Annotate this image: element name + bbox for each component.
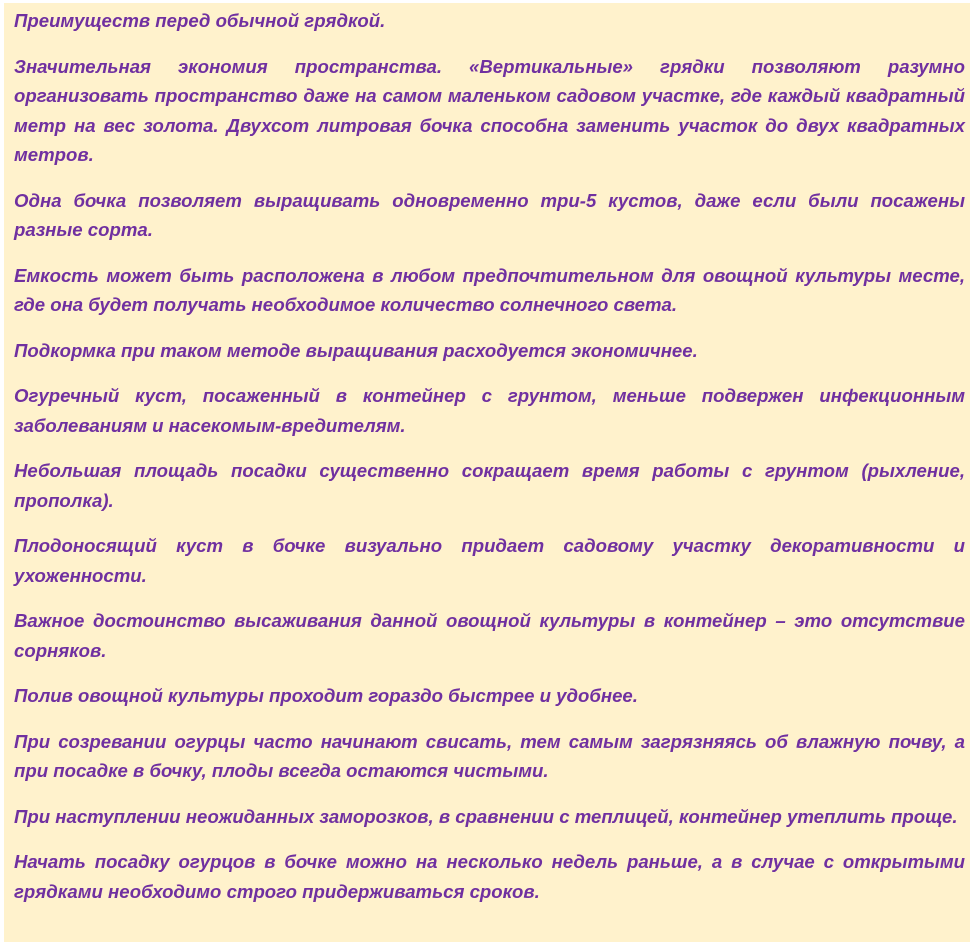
paragraph-less-soil-work: Небольшая площадь посадки существенно сокращает время работы с грунтом (рыхление, прополка). <box>14 460 965 511</box>
paragraph-early-planting: Начать посадку огурцов в бочке можно на несколько недель раньше, а в случае с открытыми грядками необходимо строго придерживаться сроков. <box>14 851 965 902</box>
paragraph-no-weeds: Важное достоинство высаживания данной овощной культуры в контейнер – это отсутствие сорняков. <box>14 610 965 661</box>
paragraph-decorative: Плодоносящий куст в бочке визуально придает садовому участку декоративности и ухоженности. <box>14 535 965 586</box>
document-heading: Преимуществ перед обычной грядкой. <box>14 10 386 31</box>
paragraph-multiple-bushes: Одна бочка позволяет выращивать одновременно три-5 кустов, даже если были посажены разные сорта. <box>14 189 965 240</box>
paragraph-feeding: Подкормка при таком методе выращивания расходуется экономичнее. <box>14 339 698 361</box>
document-page <box>4 3 970 942</box>
paragraph-placement: Емкость может быть расположена в любом предпочтительном для овощной культуры месте, где она будет получать необходимое количество солнечного света. <box>14 264 965 315</box>
paragraph-space-saving: Значительная экономия пространства. «Вертикальные» грядки позволяют разумно организовать пространство даже на самом маленьком садовом участке, где каждый квадратный метр на вес золота. Двухсот литровая бочка способна заменить участок до двух квадратных метров. <box>14 55 965 165</box>
paragraph-clean-fruit: При созревании огурцы часто начинают свисать, тем самым загрязняясь об влажную почву, а при посадке в бочку, плоды всегда остаются чистыми. <box>14 730 965 781</box>
document-body <box>14 6 965 906</box>
paragraph-frost-protection: При наступлении неожиданных заморозков, в сравнении с теплицей, контейнер утеплить проще. <box>14 805 958 827</box>
paragraph-watering: Полив овощной культуры проходит гораздо быстрее и удобнее. <box>14 685 638 706</box>
paragraph-disease-resistance: Огуречный куст, посаженный в контейнер с грунтом, меньше подвержен инфекционным заболеваниям и насекомым-вредителям. <box>14 385 965 436</box>
